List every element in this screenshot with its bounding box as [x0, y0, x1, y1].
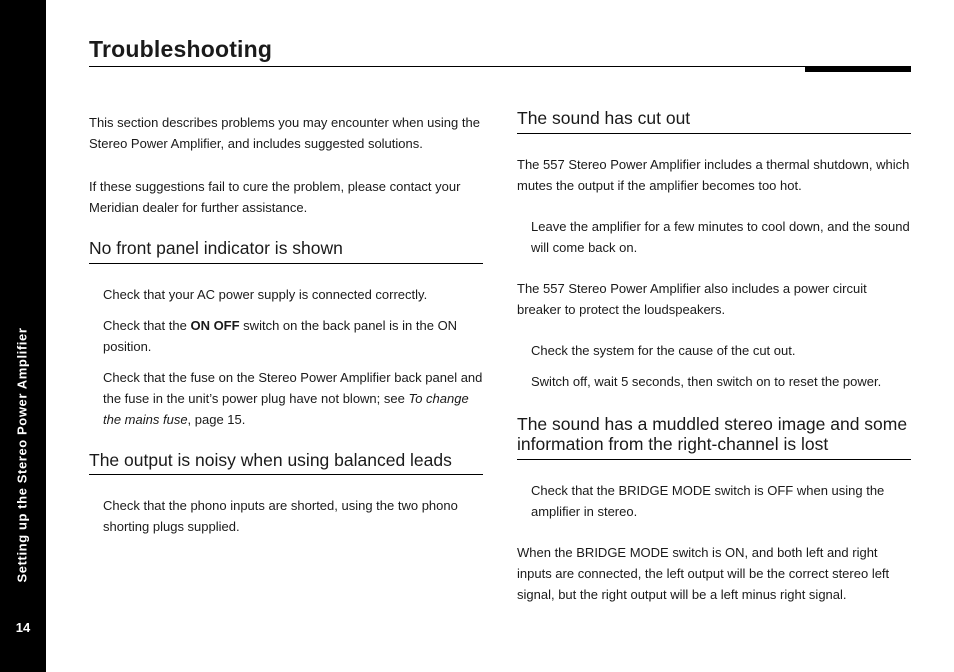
check-switch-item: Check that the ON OFF switch on the back panel is in the ON position. [103, 317, 458, 354]
page-title: Troubleshooting [89, 36, 273, 62]
circuit-breaker-paragraph: The 557 Stereo Power Amplifier also includes a power circuit breaker to protect the loudspeakers. [517, 280, 867, 317]
title-rule-accent [805, 66, 911, 72]
reset-power-item: Switch off, wait 5 seconds, then switch on to reset the power. [531, 373, 882, 389]
heading-noisy-output: The output is noisy when using balanced leads [89, 450, 483, 476]
heading-no-indicator: No front panel indicator is shown [89, 238, 483, 264]
heading-sound-cut-out: The sound has cut out [517, 108, 911, 134]
left-column [89, 112, 483, 537]
check-power-item: Check that your AC power supply is connected correctly. [103, 286, 428, 302]
title-rule [89, 66, 911, 67]
heading-muddled-stereo: The sound has a muddled stereo image and some information from the right-channel is lost [517, 414, 911, 460]
cool-down-item: Leave the amplifier for a few minutes to cool down, and the sound will come back on. [531, 218, 910, 255]
check-fuse-item: Check that the fuse on the Stereo Power Amplifier back panel and the fuse in the unit’s power plug have not blown; see To change the mains fuse, page 15. [103, 369, 483, 427]
right-column [517, 108, 911, 605]
side-bar [0, 0, 46, 672]
side-label: Setting up the Stereo Power Amplifier [14, 327, 30, 583]
bridge-mode-paragraph: When the BRIDGE MODE switch is ON, and both left and right inputs are connected, the left output will be the correct stereo left signal, but the right output will be a left minus right signal. [517, 544, 890, 602]
thermal-shutdown-paragraph: The 557 Stereo Power Amplifier includes a thermal shutdown, which mutes the output if the amplifier becomes too hot. [517, 156, 910, 193]
mains-fuse-reference: To change the mains fuse [103, 390, 469, 427]
page-number: 14 [15, 620, 31, 635]
contact-paragraph: If these suggestions fail to cure the problem, please contact your Meridian dealer for further assistance. [89, 179, 461, 215]
on-off-label: ON OFF [190, 317, 240, 333]
check-bridge-mode-item: Check that the BRIDGE MODE switch is OFF when using the amplifier in stereo. [531, 482, 885, 519]
check-phono-item: Check that the phono inputs are shorted, using the two phono shorting plugs supplied. [103, 498, 458, 534]
intro-paragraph: This section describes problems you may encounter when using the Stereo Power Amplifier, and includes suggested solutions. [89, 115, 480, 151]
check-system-item: Check the system for the cause of the cut out. [531, 342, 796, 358]
